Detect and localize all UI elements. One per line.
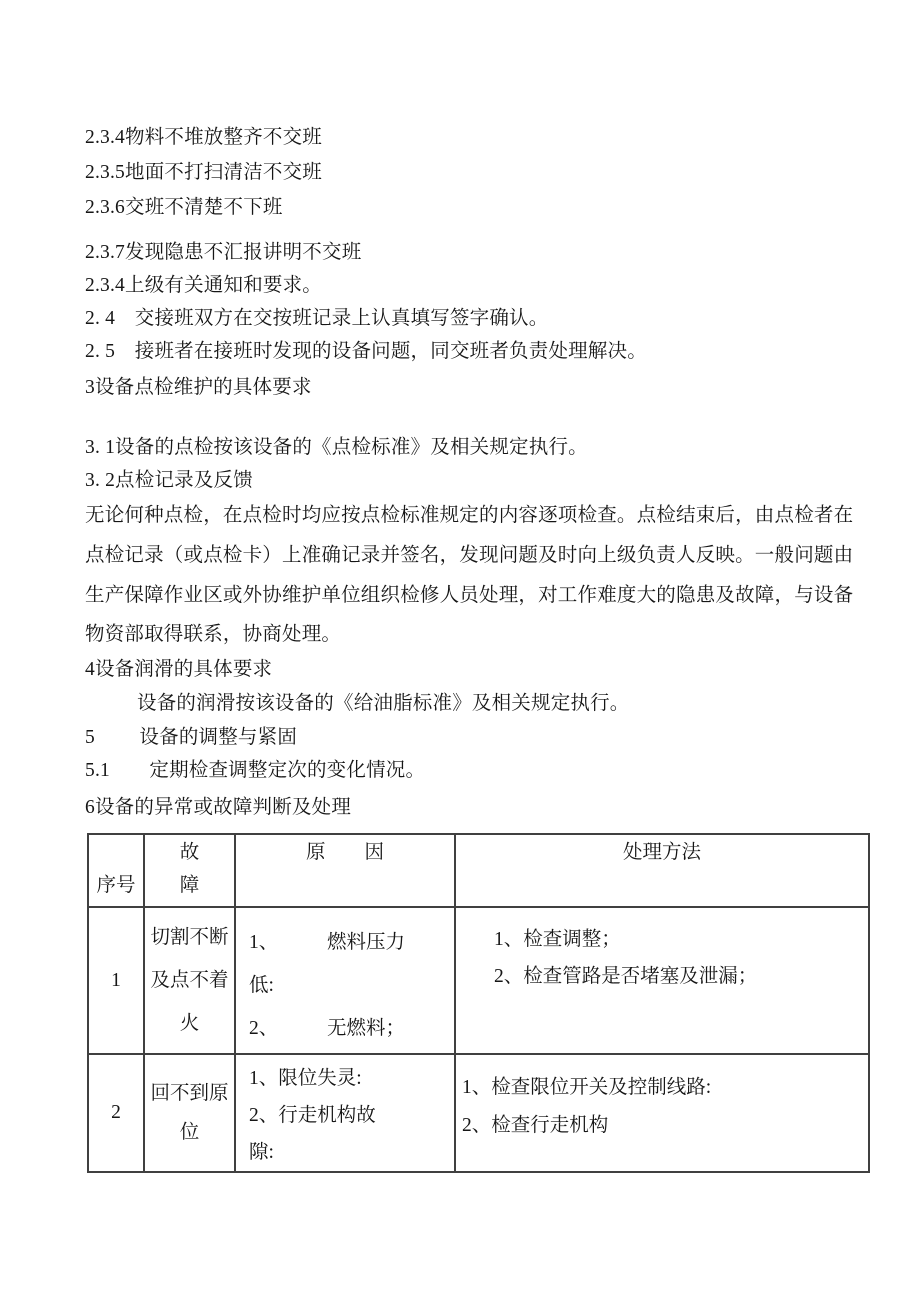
header-cause-label: 原 因	[305, 842, 384, 863]
header-fault-line2: 障	[179, 875, 200, 896]
row1-fix-cell: 1、检查调整； 2、检查管路是否堵塞及泄漏；	[455, 907, 869, 1054]
clause-32-records: 3. 2点检记录及反馈	[85, 470, 253, 491]
fault-diagnosis-table	[87, 833, 870, 1173]
header-cell-no	[88, 834, 144, 907]
header-cell-fix	[455, 834, 869, 907]
row1-no: 1	[111, 969, 121, 991]
clause-31-standard: 3. 1设备的点检按该设备的《点检标准》及相关规定执行。	[85, 437, 588, 458]
clause-234-notices: 2.3.4上级有关通知和要求。	[85, 275, 323, 296]
clause-237-hazards: 2.3.7发现隐患不汇报讲明不交班	[85, 242, 362, 263]
row2-cause-cell: 1、限位失灵: 2、行走机构故 隙:	[235, 1054, 455, 1172]
paragraph-line-3: 生产保障作业区或外协维护单位组织检修人员处理，对工作难度大的隐患及故障，与设备	[85, 585, 854, 606]
row2-fault-cell: 回不到原 位	[144, 1054, 235, 1172]
header-cell-cause	[235, 834, 455, 907]
row1-cause-cell: 1、 燃料压力 低: 2、 无燃料；	[235, 907, 455, 1054]
paragraph-line-1: 无论何种点检，在点检时均应按点检标准规定的内容逐项检查。点检结束后，由点检者在	[85, 505, 854, 526]
clause-51-inspection: 5.1 定期检查调整定次的变化情况。	[85, 760, 426, 781]
paragraph-line-2: 点检记录（或点检卡）上准确记录并签名，发现问题及时向上级负责人反映。一般问题由	[85, 545, 854, 566]
section-6-heading: 6设备的异常或故障判断及处理	[85, 797, 352, 818]
row1-no-cell	[88, 907, 144, 1054]
section-5-heading: 5 设备的调整与紧固	[85, 727, 298, 748]
paragraph-line-4: 物资部取得联系，协商处理。	[85, 624, 342, 645]
row2-no-cell	[88, 1054, 144, 1172]
section-4-heading: 4设备润滑的具体要求	[85, 659, 273, 680]
clause-236-handover: 2.3.6交班不清楚不下班	[85, 197, 283, 218]
clause-25-problems: 2. 5 接班者在接班时发现的设备问题，同交班者负责处理解决。	[85, 341, 647, 362]
row2-fix-cell: 1、检查限位开关及控制线路: 2、检查行走机构	[455, 1054, 869, 1172]
header-cell-fault	[144, 834, 235, 907]
header-fault-line1: 故	[179, 842, 200, 863]
section-3-heading: 3设备点检维护的具体要求	[85, 377, 312, 398]
header-fix-label: 处理方法	[622, 842, 701, 863]
table-row	[88, 1054, 869, 1172]
row2-no: 2	[111, 1102, 121, 1123]
table-row	[88, 907, 869, 1054]
clause-234-materials: 2.3.4物料不堆放整齐不交班	[85, 127, 323, 148]
clause-235-floor: 2.3.5地面不打扫清洁不交班	[85, 162, 323, 183]
row1-fault-cell: 切割不断 及点不着 火	[144, 907, 235, 1054]
clause-4-lubrication: 设备的润滑按该设备的《给油脂标准》及相关规定执行。	[137, 693, 630, 714]
header-no-label: 序号	[96, 875, 136, 896]
clause-24-signature: 2. 4 交接班双方在交按班记录上认真填写签字确认。	[85, 308, 549, 329]
